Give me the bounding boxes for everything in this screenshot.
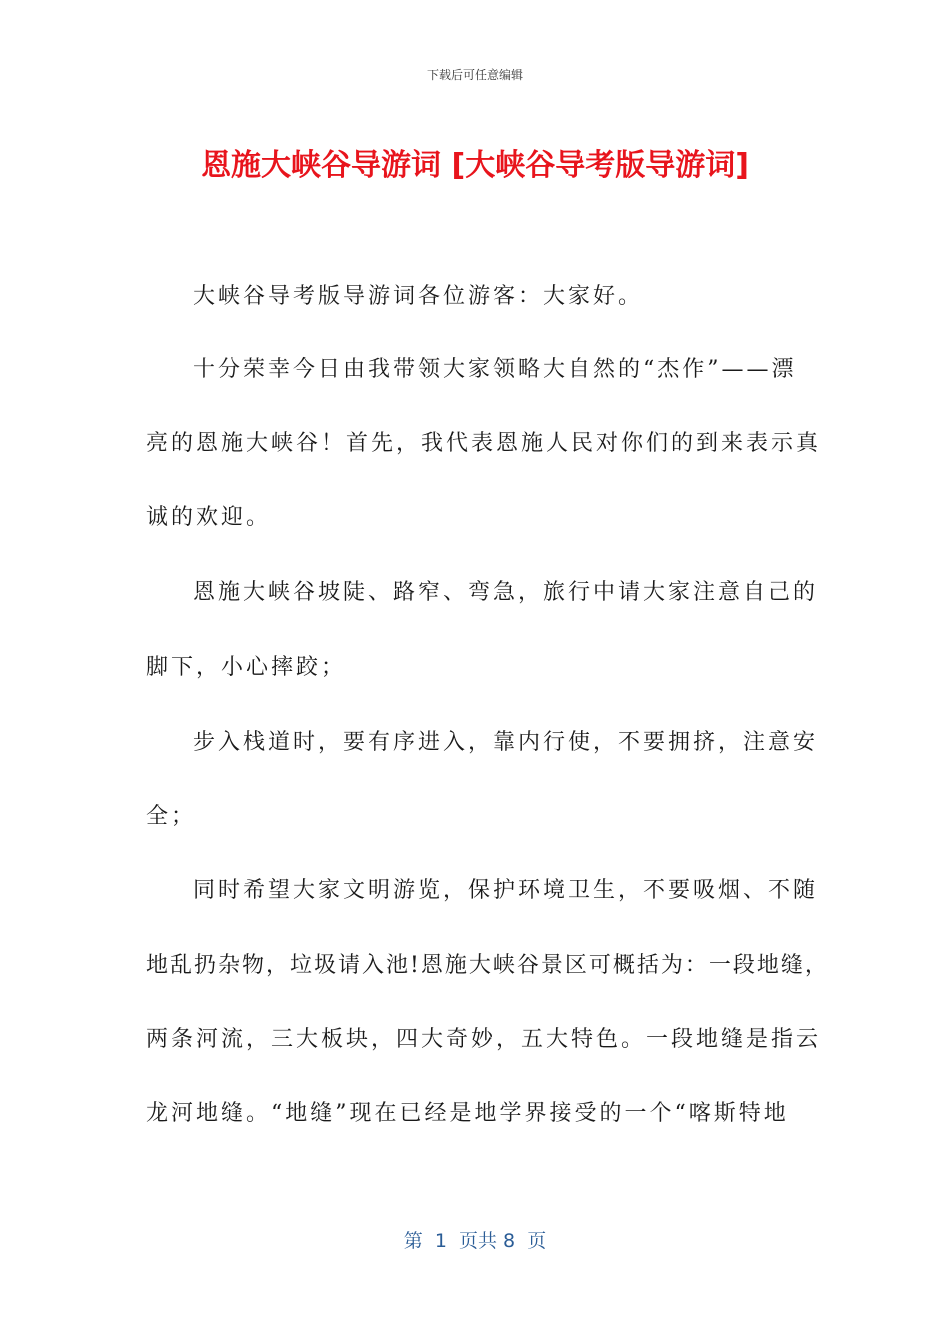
paragraph-line: 诚的欢迎。 <box>146 505 272 530</box>
paragraph-line: 步入栈道时，要有序进入，靠内行使，不要拥挤，注意安 <box>193 730 819 755</box>
paragraph-line: 脚下，小心摔跤； <box>146 655 347 680</box>
header-note: 下载后可任意编辑 <box>426 68 523 82</box>
paragraph-line: 龙河地缝。“地缝”现在已经是地学界接受的一个“喀斯特地 <box>146 1101 789 1126</box>
document-title: 恩施大峡谷导游词 [大峡谷导考版导游词] <box>201 148 749 183</box>
paragraph-line: 全； <box>146 804 197 829</box>
paragraph-line: 恩施大峡谷坡陡、路窄、弯急，旅行中请大家注意自己的 <box>193 580 819 605</box>
paragraph-line: 两条河流，三大板块，四大奇妙，五大特色。一段地缝是指云 <box>146 1027 822 1052</box>
page-number-footer: 第 1 页共 8 页 <box>403 1230 547 1252</box>
paragraph-line: 同时希望大家文明游览，保护环境卫生，不要吸烟、不随 <box>193 878 819 903</box>
paragraph-line: 大峡谷导考版导游词各位游客：大家好。 <box>193 284 644 309</box>
paragraph-line: 十分荣幸今日由我带领大家领略大自然的“杰作”——漂 <box>193 357 797 382</box>
paragraph-line: 亮的恩施大峡谷！首先，我代表恩施人民对你们的到来表示真 <box>146 431 822 456</box>
paragraph-line: 地乱扔杂物，垃圾请入池!恩施大峡谷景区可概括为：一段地缝， <box>146 953 829 978</box>
